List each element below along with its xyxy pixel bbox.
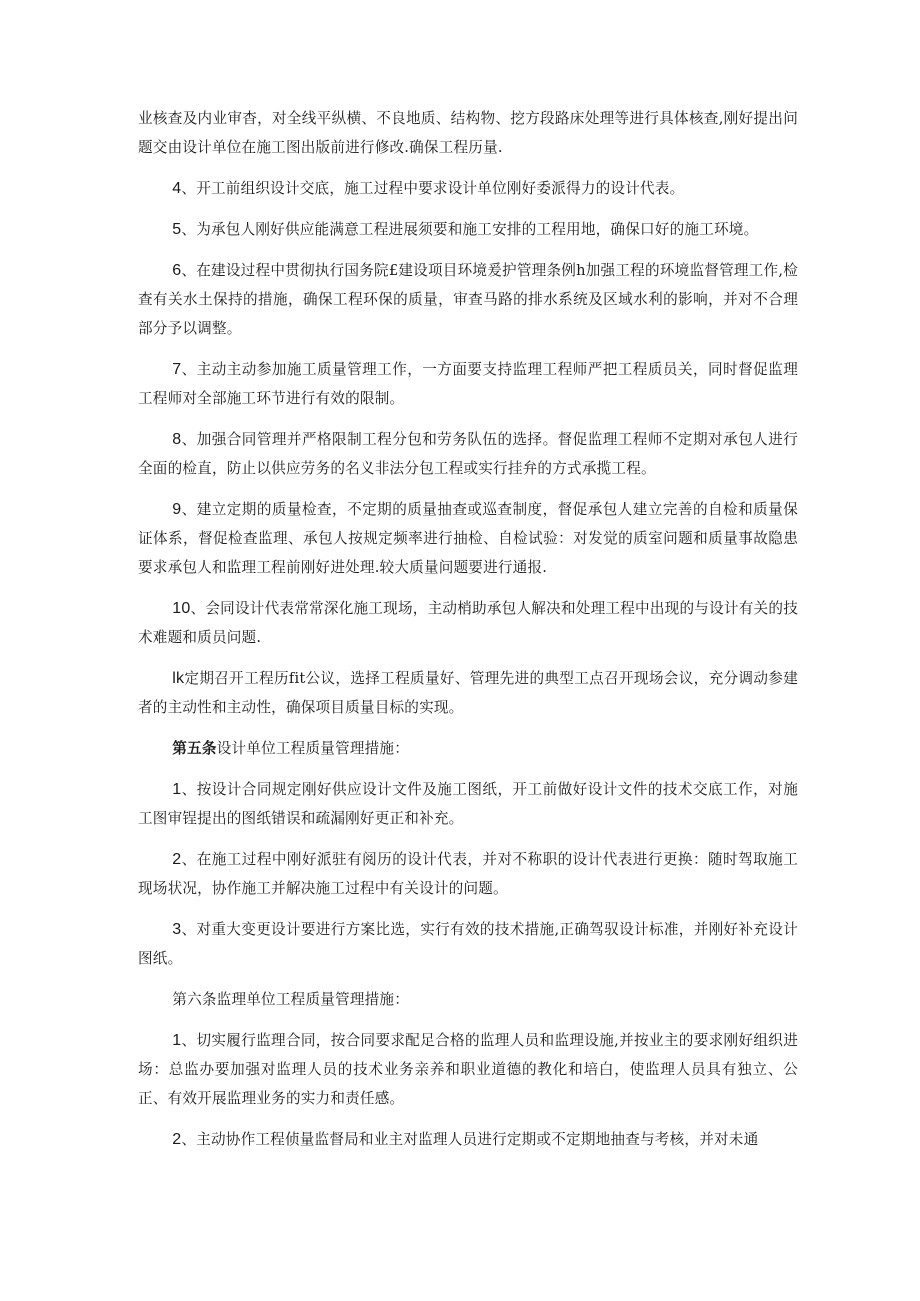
item-number: 2 xyxy=(172,851,182,868)
paragraph-text: 、在施工过程中刚好派驻有阅历的设计代表，并对不称职的设计代表进行更换：随时驾取施工现场状况，协作施工并解决施工过程中有关设计的问题。 xyxy=(138,851,798,897)
paragraph-text: 、主动主动参加施工质量管理工作，一方面要支持监理工程师严把工程质员关，同时督促监理工程师对全部施工环节进行有效的限制。 xyxy=(138,361,798,407)
item-number: 8 xyxy=(172,431,182,448)
paragraph-text: 、会同设计代表常常深化施工现场，主动梢助承包人解决和处理工程中出现的与设计有关的技术难题和质员问题. xyxy=(138,600,798,646)
paragraph-supervision-1 xyxy=(138,1026,798,1113)
document-page xyxy=(138,104,798,1166)
section-heading-article-5 xyxy=(138,734,798,763)
paragraph-design-3 xyxy=(138,915,798,973)
paragraph-0 xyxy=(138,104,798,162)
paragraph-item-4 xyxy=(138,174,798,203)
paragraph-item-5 xyxy=(138,215,798,244)
paragraph-text: 、在建设过程中贯彻执行国务院£建设项目环境爰护管理条例h加强工程的环境监督管理工作,检查有关水土保持的措施，确保工程环保的质量，审查马路的排水系统及区域水利的影响，并对不合理部分予以调整。 xyxy=(138,262,798,337)
paragraph-text: 设计单位工程质量管理措施： xyxy=(216,740,410,757)
item-number: 4 xyxy=(172,180,182,197)
paragraph-item-6 xyxy=(138,256,798,343)
paragraph-text: 第六条监理单位工程质量管理措施： xyxy=(172,991,409,1008)
article-number: 第五条 xyxy=(172,740,217,757)
item-number: 2 xyxy=(172,1131,182,1148)
item-number: 6 xyxy=(172,262,182,279)
paragraph-text: 业核查及内业审杳，对全线平纵横、不良地质、结构物、挖方段路床处理等进行具体核查,刚好提出问题交由设计单位在施工图出版前进行修改.确保工程历量. xyxy=(138,110,798,156)
item-number: 1 xyxy=(172,781,182,798)
paragraph-design-1 xyxy=(138,775,798,833)
paragraph-text: 、按设计合同规定刚好供应设计文件及施工图纸，开工前做好设计文件的技术交底工作，对施工图审锃提出的图纸错误和疏漏刚好更正和补充。 xyxy=(138,781,798,827)
paragraph-text: 、切实履行监理合同，按合同要求配足合格的监理人员和监理设施,并按业主的要求刚好组织进场：总监办要加强对监理人员的技术业务亲养和职业道德的教化和培白，使监理人员具有独立、公正、有效开展监理业务的实力和责任感。 xyxy=(138,1032,798,1107)
paragraph-text: 、主动协作工程侦量监督局和业主对监理人员进行定期或不定期地抽查与考核，并对未通 xyxy=(181,1131,759,1148)
paragraph-item-7 xyxy=(138,355,798,413)
paragraph-text: 、为承包人刚好供应能满意工程进展须要和施工安排的工程用地，确保口好的施工环境。 xyxy=(181,221,759,238)
item-number: lk xyxy=(172,670,185,687)
item-number: 7 xyxy=(172,361,182,378)
paragraph-supervision-2 xyxy=(138,1125,798,1154)
paragraph-text: 、开工前组织设计交底，施工过程中要求设计单位刚好委派得力的设计代表。 xyxy=(181,180,685,197)
paragraph-text: 、对重大变更设计要进行方案比选，实行有效的技术措施,正确驾驭设计标准，并刚好补充设计图纸。 xyxy=(138,921,798,967)
section-heading-article-6 xyxy=(138,985,798,1014)
item-number: 9 xyxy=(172,501,182,518)
item-number: 1 xyxy=(172,1032,182,1049)
item-number: 10 xyxy=(172,600,191,617)
paragraph-item-11 xyxy=(138,664,798,722)
paragraph-text: 、建立定期的质量检查，不定期的质量抽查或巡查制度，督促承包人建立完善的自检和质量保证体系，督促检查监理、承包人按规定频率进行抽检、自检试验：对发觉的质室问题和质量事故隐患要求承包人和监理工程前刚好进处理.较大质量问题要进行通报. xyxy=(138,501,798,576)
paragraph-text: 定期召开工程历fit公议，选择工程质量好、管理先进的典型工点召开现场会议，充分调动参建者的主动性和主动性，确保项目质量目标的实现。 xyxy=(138,670,798,716)
item-number: 3 xyxy=(172,921,182,938)
item-number: 5 xyxy=(172,221,182,238)
paragraph-design-2 xyxy=(138,845,798,903)
paragraph-item-8 xyxy=(138,425,798,483)
paragraph-text: 、加强合同管理并严格限制工程分包和劳务队伍的选择。督促监理工程师不定期对承包人进行全面的检直，防止以供应劳务的名义非法分包工程或实行挂弁的方式承揽工程。 xyxy=(138,431,798,477)
paragraph-item-9 xyxy=(138,495,798,582)
paragraph-item-10 xyxy=(138,594,798,652)
